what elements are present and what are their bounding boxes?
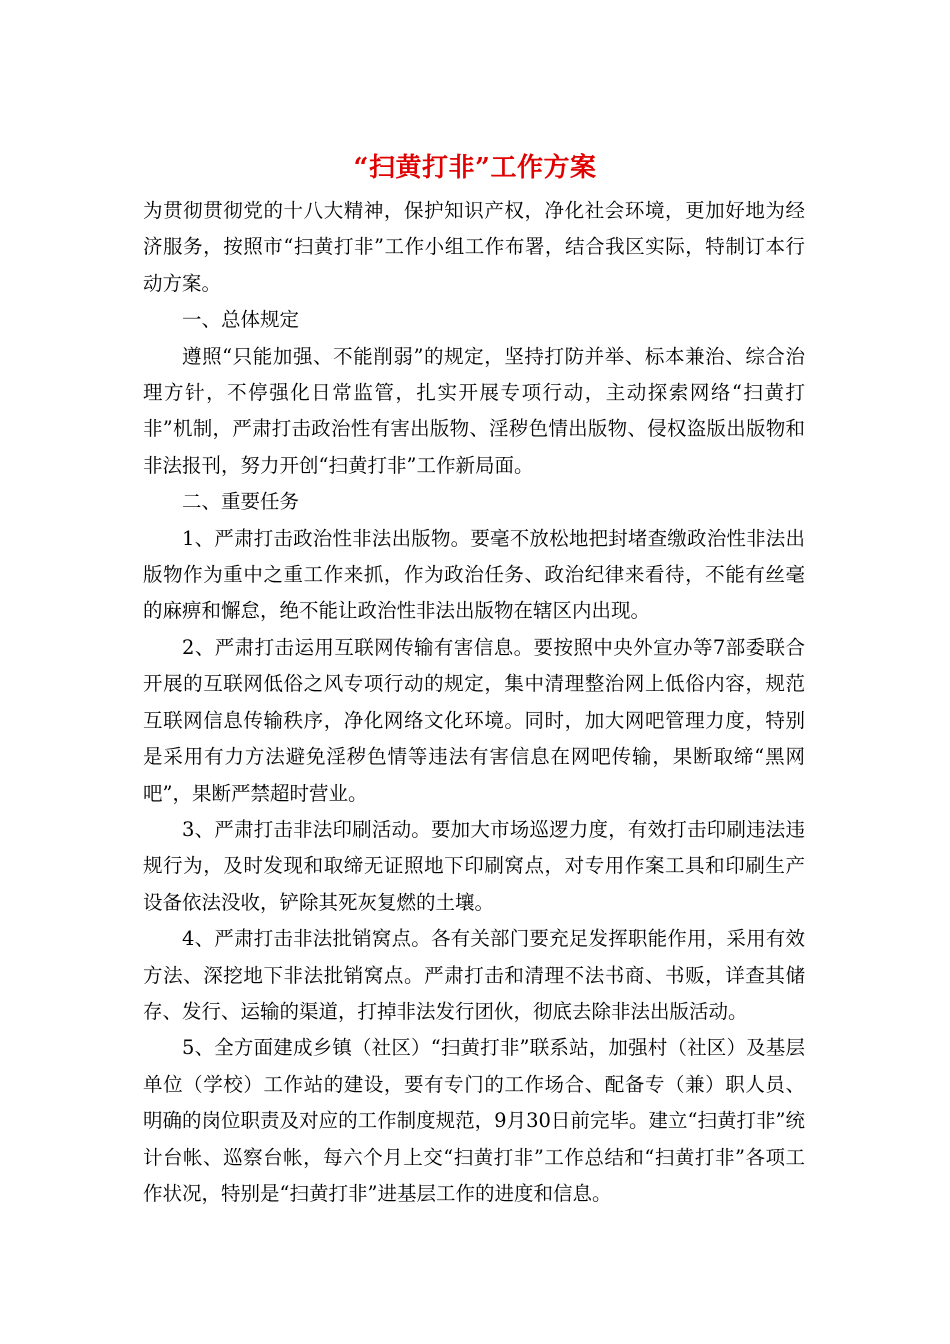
task-paragraph-5: 5、全方面建成乡镇（社区）“扫黄打非”联系站，加强村（社区）及基层单位（学校）工作站的建设，要有专门的工作场合、配备专（兼）职人员、明确的岗位职责及对应的工作制度规范，9月30日前完毕。建立“扫黄打非”统计台帐、巡察台帐，每六个月上交“扫黄打非”工作总结和“扫黄打非”各项工作状况，特别是“扫黄打非”进基层工作的进度和信息。	[143, 1036, 805, 1205]
task-paragraph-2: 2、严肃打击运用互联网传输有害信息。要按照中央外宣办等7部委联合开展的互联网低俗之风专项行动的规定，集中清理整治网上低俗内容，规范互联网信息传输秩序，净化网络文化环境。同时，加大网吧管理力度，特别是采用有力方法避免淫秽色情等违法有害信息在网吧传输，果断取缔“黑网吧”，果断严禁超时营业。	[143, 635, 805, 805]
task-paragraph-3: 3、严肃打击非法印刷活动。要加大市场巡逻力度，有效打击印刷违法违规行为，及时发现和取缔无证照地下印刷窝点，对专用作案工具和印刷生产设备依法没收，铲除其死灰复燃的土壤。	[143, 817, 805, 914]
task-paragraph-4: 4、严肃打击非法批销窝点。各有关部门要充足发挥职能作用，采用有效方法、深挖地下非法批销窝点。严肃打击和清理不法书商、书贩，详查其储存、发行、运输的渠道，打掉非法发行团伙，彻底去除非法出版活动。	[143, 927, 805, 1023]
section-heading-general: 一、总体规定	[182, 308, 300, 332]
section-heading-tasks: 二、重要任务	[182, 490, 300, 514]
document-body	[143, 193, 805, 1212]
task-paragraph-1: 1、严肃打击政治性非法出版物。要毫不放松地把封堵查缴政治性非法出版物作为重中之重工作来抓，作为政治任务、政治纪律来看待，不能有丝毫的麻痹和懈怠，绝不能让政治性非法出版物在辖区内出现。	[143, 526, 805, 623]
general-paragraph: 遵照“只能加强、不能削弱”的规定，坚持打防并举、标本兼治、综合治理方针，不停强化日常监管，扎实开展专项行动，主动探索网络“扫黄打非”机制，严肃打击政治性有害出版物、淫秽色情出版物、侵权盗版出版物和非法报刊，努力开创“扫黄打非”工作新局面。	[143, 344, 805, 477]
intro-paragraph: 为贯彻贯彻党的十八大精神，保护知识产权，净化社会环境，更加好地为经济服务，按照市“扫黄打非”工作小组工作布署，结合我区实际，特制订本行动方案。	[143, 199, 805, 295]
document-title: “扫黄打非”工作方案	[353, 153, 597, 183]
